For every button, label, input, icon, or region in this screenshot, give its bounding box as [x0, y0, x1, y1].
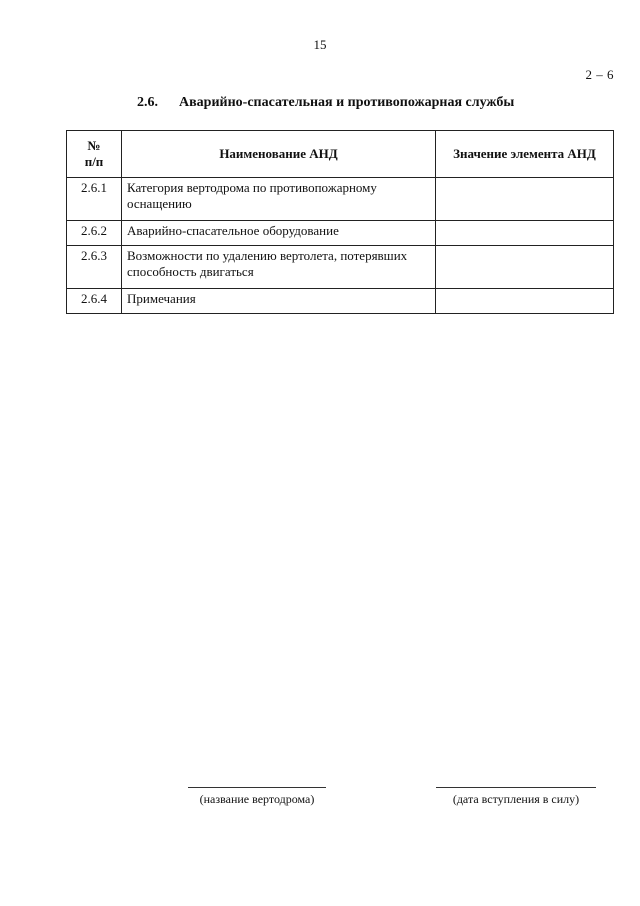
section-title-text: Аварийно-спасательная и противопожарная службы	[179, 95, 515, 110]
header-name: Наименование АНД	[122, 131, 436, 178]
table-row	[67, 246, 614, 289]
row-num: 2.6.1	[67, 178, 122, 221]
table-row	[67, 289, 614, 314]
heliport-name-caption: (название вертодрома)	[199, 792, 315, 806]
header-num-symbol: №	[87, 138, 101, 153]
effective-date-caption: (дата вступления в силу)	[452, 792, 580, 806]
effective-date-signature	[436, 787, 596, 807]
signature-line	[436, 787, 596, 788]
row-name: Аварийно-спасательное оборудование	[122, 221, 436, 246]
row-name: Примечания	[122, 289, 436, 314]
row-value	[436, 221, 614, 246]
row-name: Возможности по удалению вертолета, потерявших способность двигаться	[122, 246, 436, 289]
row-value	[436, 246, 614, 289]
row-value	[436, 289, 614, 314]
row-num: 2.6.4	[67, 289, 122, 314]
row-value	[436, 178, 614, 221]
table-row	[67, 221, 614, 246]
and-table	[66, 130, 614, 314]
row-num: 2.6.2	[67, 221, 122, 246]
table-row	[67, 178, 614, 221]
row-name: Категория вертодрома по противопожарному оснащению	[122, 178, 436, 221]
header-num-label: п/п	[84, 154, 104, 169]
row-num: 2.6.3	[67, 246, 122, 289]
page-reference: 2 – 6	[585, 67, 614, 82]
section-title	[137, 95, 514, 111]
header-value: Значение элемента АНД	[436, 131, 614, 178]
table-header-row	[67, 131, 614, 178]
signature-line	[188, 787, 326, 788]
section-number: 2.6.	[137, 95, 158, 110]
heliport-name-signature	[188, 787, 326, 807]
header-num	[67, 131, 122, 178]
page-number: 15	[313, 37, 327, 52]
